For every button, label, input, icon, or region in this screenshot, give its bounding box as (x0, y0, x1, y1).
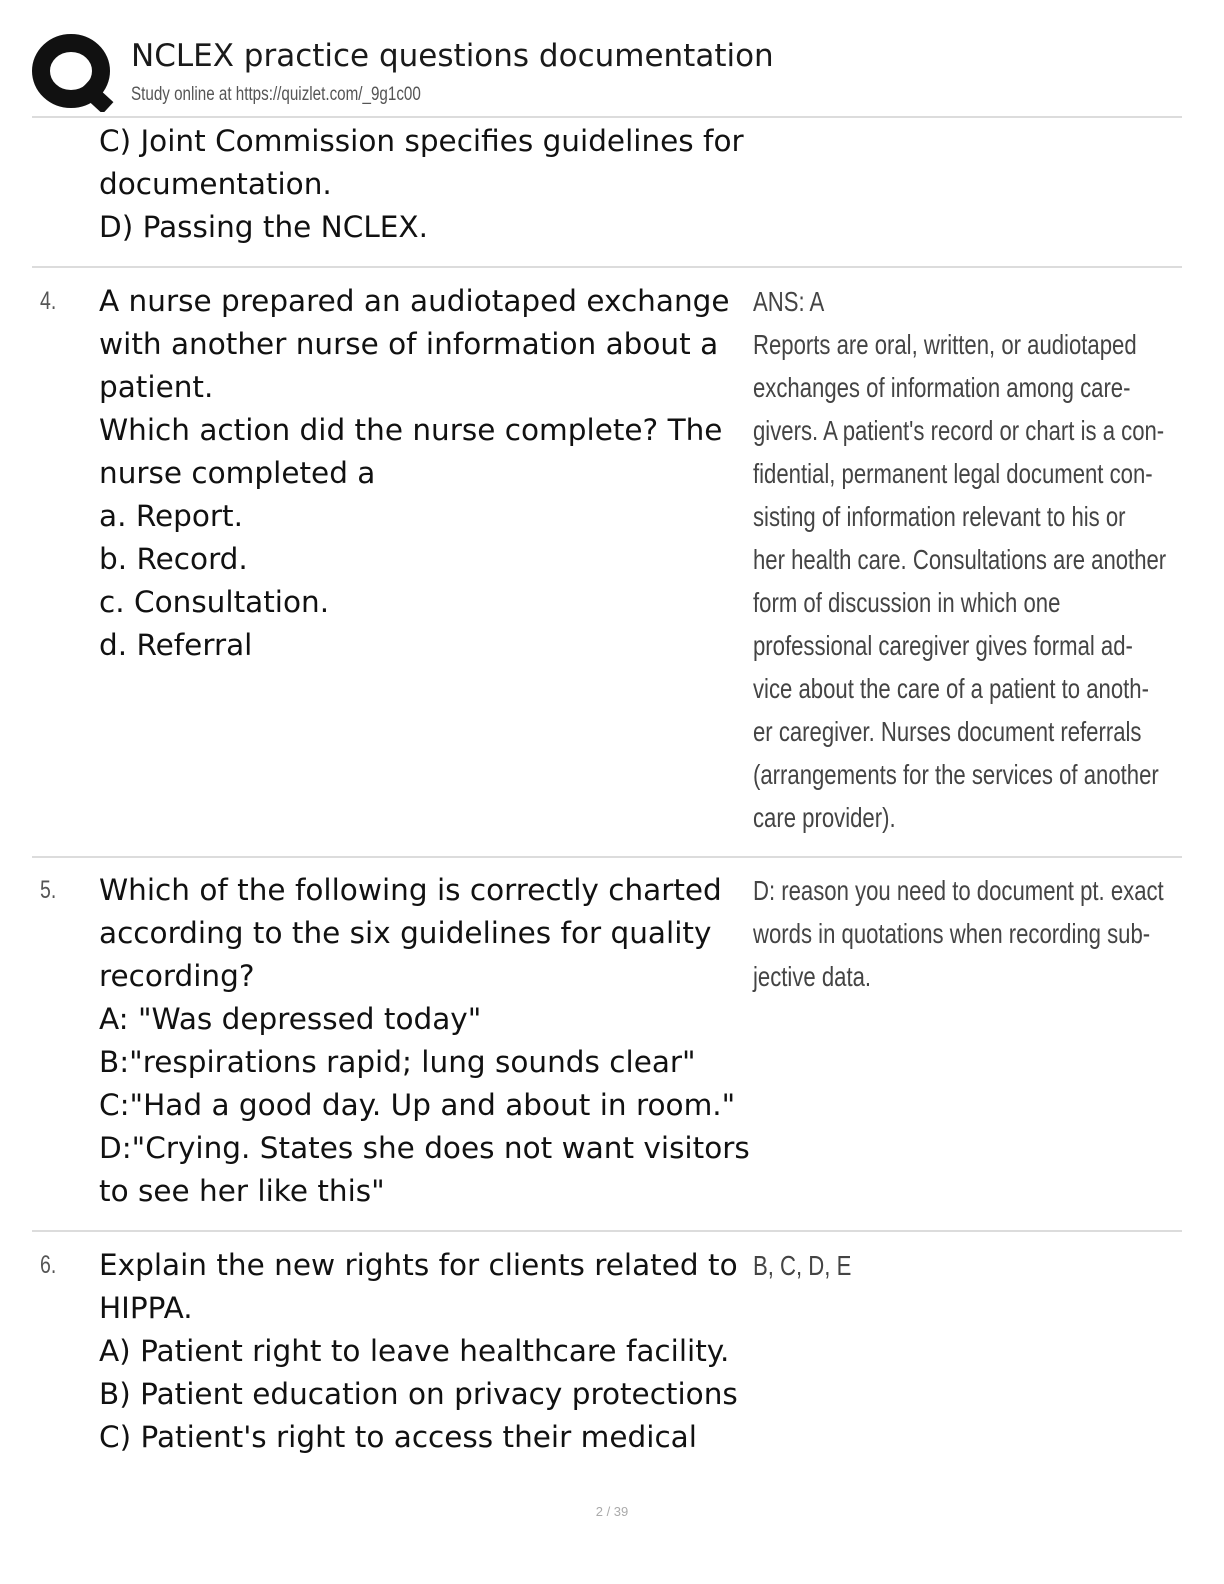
document-title: NCLEX practice questions documentation (131, 38, 774, 74)
question-line: according to the six guidelines for quality (99, 916, 712, 950)
question-line: B:"respirations rapid; lung sounds clear" (99, 1045, 696, 1079)
question-line: C) Patient's right to access their medical (99, 1420, 697, 1454)
quizlet-q-icon (32, 34, 114, 112)
question-line: C:"Had a good day. Up and about in room." (99, 1088, 736, 1122)
question-line: d. Referral (99, 628, 253, 662)
answer-line: sisting of information relevant to his or (753, 501, 1126, 532)
answer-line: words in quotations when recording sub- (753, 918, 1151, 949)
answer-line: vice about the care of a patient to anoth- (753, 673, 1149, 704)
question-line: b. Record. (99, 542, 248, 576)
question-line: Which of the following is correctly charted (99, 873, 722, 907)
question-line: a. Report. (99, 499, 243, 533)
question-line: B) Patient education on privacy protections (99, 1377, 738, 1411)
answer-line: Reports are oral, written, or audiotaped (753, 329, 1137, 360)
question-line: documentation. (99, 167, 332, 201)
question-line: to see her like this" (99, 1174, 385, 1208)
question-number: 4. (40, 287, 57, 315)
answer-text (753, 1244, 1183, 1287)
question-number: 6. (40, 1251, 57, 1279)
question-line: Explain the new rights for clients related to (99, 1248, 738, 1282)
question-line: c. Consultation. (99, 585, 330, 619)
question-line: recording? (99, 959, 255, 993)
page-number: 2 / 39 (595, 1504, 629, 1519)
question-line: A: "Was depressed today" (99, 1002, 482, 1036)
question-text (99, 280, 749, 667)
answer-line: er caregiver. Nurses document referrals (753, 716, 1142, 747)
question-text (99, 869, 749, 1213)
question-line: with another nurse of information about a (99, 327, 719, 361)
question-text (99, 1244, 749, 1459)
answer-line: form of discussion in which one (753, 587, 1061, 618)
answer-text (753, 280, 1183, 839)
carryover-question-text (99, 120, 749, 249)
answer-line: B, C, D, E (753, 1250, 852, 1281)
answer-line: her health care. Consultations are another (753, 544, 1167, 575)
header-divider (32, 116, 1182, 118)
answer-line: care provider). (753, 802, 896, 833)
question-number: 5. (40, 876, 57, 904)
question-line: A) Patient right to leave healthcare facility. (99, 1334, 730, 1368)
answer-line: jective data. (753, 961, 872, 992)
question-line: A nurse prepared an audiotaped exchange (99, 284, 730, 318)
answer-line: givers. A patient's record or chart is a con- (753, 415, 1165, 446)
answer-line: (arrangements for the services of another (753, 759, 1159, 790)
question-line: D) Passing the NCLEX. (99, 210, 428, 244)
answer-line: exchanges of information among care- (753, 372, 1131, 403)
question-line: HIPPA. (99, 1291, 193, 1325)
row-divider (32, 856, 1182, 858)
answer-text (753, 869, 1183, 998)
answer-line: D: reason you need to document pt. exact (753, 875, 1164, 906)
question-line: patient. (99, 370, 214, 404)
row-divider (32, 266, 1182, 268)
question-line: Which action did the nurse complete? The (99, 413, 723, 447)
answer-line: professional caregiver gives formal ad- (753, 630, 1133, 661)
row-divider (32, 1230, 1182, 1232)
answer-line: ANS: A (753, 286, 825, 317)
answer-line: fidential, permanent legal document con- (753, 458, 1153, 489)
question-line: nurse completed a (99, 456, 376, 490)
question-line: D:"Crying. States she does not want visitors (99, 1131, 750, 1165)
question-line: C) Joint Commission specifies guidelines for (99, 124, 744, 158)
study-online-link[interactable]: Study online at https://quizlet.com/_9g1c00 (131, 84, 421, 105)
